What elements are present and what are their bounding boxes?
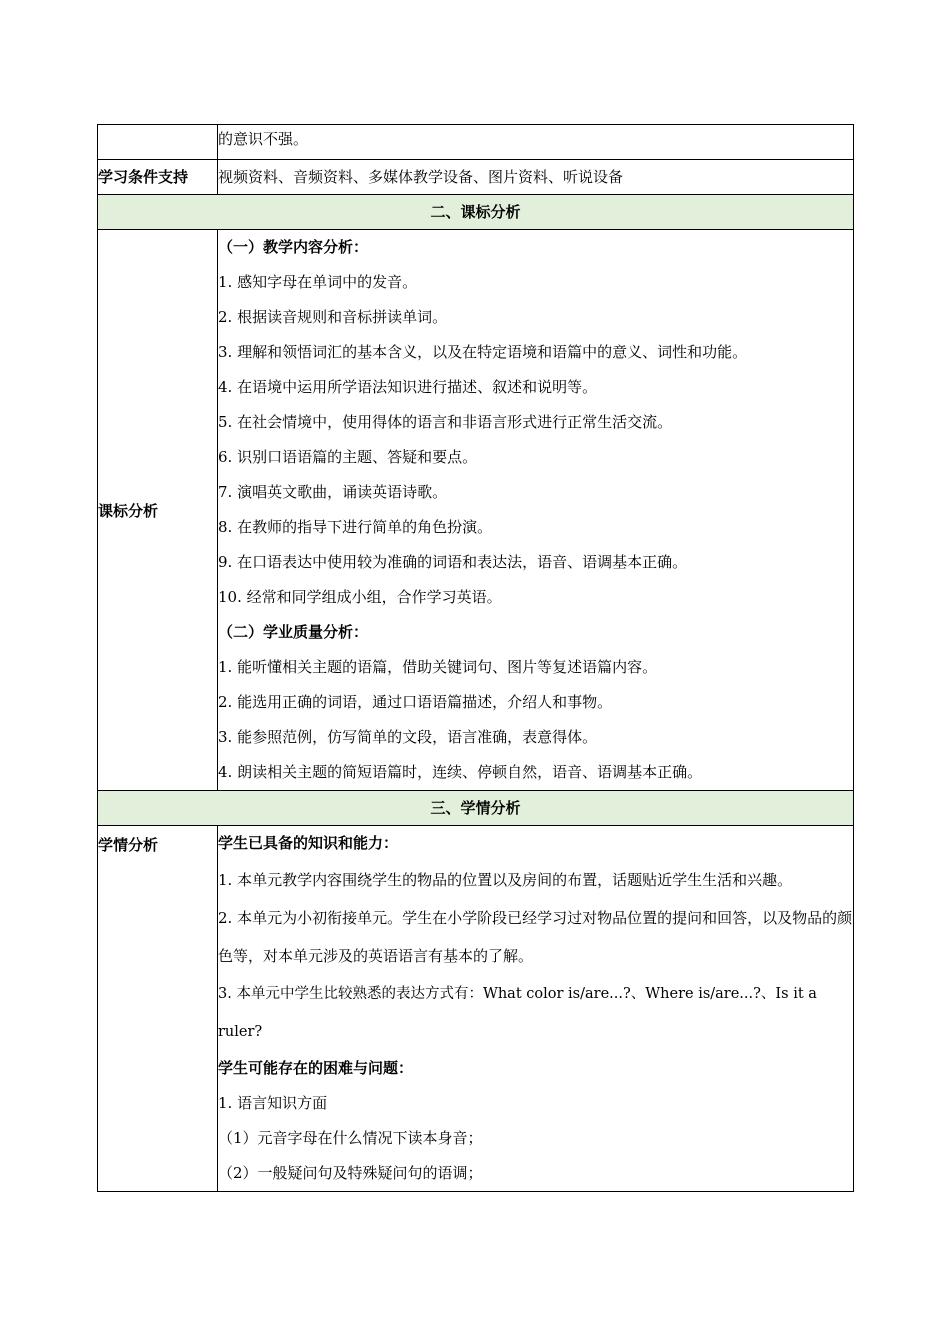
section2-row xyxy=(98,195,854,230)
curriculum-item: 8. 在教师的指导下进行简单的角色扮演。 xyxy=(218,518,493,536)
curriculum-heading-1: （一）教学内容分析： xyxy=(218,238,369,256)
conditions-row xyxy=(98,160,854,195)
section3-row xyxy=(98,791,854,826)
curriculum-item: 2. 根据读音规则和音标拼读单词。 xyxy=(218,308,448,326)
curriculum-item: 5. 在社会情境中，使用得体的语言和非语言形式进行正常生活交流。 xyxy=(218,413,673,431)
curriculum-content xyxy=(218,230,854,791)
difficulty-item: （1）元音字母在什么情况下读本身音； xyxy=(218,1129,483,1147)
quality-item: 1. 能听懂相关主题的语篇，借助关键词句、图片等复述语篇内容。 xyxy=(218,658,658,676)
conditions-text: 视频资料、音频资料、多媒体教学设备、图片资料、听说设备 xyxy=(218,160,854,195)
students-paragraph: 3. 本单元中学生比较熟悉的表达方式有：What color is/are...?、Where is/are...?、Is it a ruler? xyxy=(218,986,817,1040)
students-paragraph: 2. 本单元为小初衔接单元。学生在小学阶段已经学习过对物品位置的提问和回答，以及物品的颜色等，对本单元涉及的英语语言有基本的了解。 xyxy=(218,909,853,965)
quality-item: 3. 能参照范例，仿写简单的文段，语言准确，表意得体。 xyxy=(218,728,598,746)
quality-item: 2. 能选用正确的词语，通过口语语篇描述，介绍人和事物。 xyxy=(218,693,613,711)
continuation-label xyxy=(98,125,218,160)
lesson-plan-table xyxy=(97,124,854,1192)
continuation-row xyxy=(98,125,854,160)
curriculum-label: 课标分析 xyxy=(98,230,218,791)
students-label-text: 学情分析 xyxy=(98,836,159,854)
curriculum-item: 4. 在语境中运用所学语法知识进行描述、叙述和说明等。 xyxy=(218,378,598,396)
curriculum-item: 10. 经常和同学组成小组，合作学习英语。 xyxy=(218,588,502,606)
curriculum-item: 7. 演唱英文歌曲，诵读英语诗歌。 xyxy=(218,483,448,501)
students-label xyxy=(98,826,218,1192)
curriculum-heading-2: （二）学业质量分析： xyxy=(218,623,369,641)
curriculum-item: 9. 在口语表达中使用较为准确的词语和表达法，语音、语调基本正确。 xyxy=(218,553,688,571)
conditions-label: 学习条件支持 xyxy=(98,160,218,195)
curriculum-item: 3. 理解和领悟词汇的基本含义，以及在特定语境和语篇中的意义、词性和功能。 xyxy=(218,343,748,361)
curriculum-row xyxy=(98,230,854,791)
section2-title: 二、课标分析 xyxy=(98,195,854,230)
continuation-text: 的意识不强。 xyxy=(218,125,854,160)
difficulty-item: 1. 语言知识方面 xyxy=(218,1094,328,1112)
students-heading-2: 学生可能存在的困难与问题： xyxy=(218,1059,414,1077)
students-heading-1: 学生已具备的知识和能力： xyxy=(218,834,399,852)
quality-item: 4. 朗读相关主题的简短语篇时，连续、停顿自然，语音、语调基本正确。 xyxy=(218,763,703,781)
difficulty-item: （2）一般疑问句及特殊疑问句的语调； xyxy=(218,1164,483,1182)
curriculum-item: 6. 识别口语语篇的主题、答疑和要点。 xyxy=(218,448,478,466)
students-paragraph: 1. 本单元教学内容围绕学生的物品的位置以及房间的布置，话题贴近学生生活和兴趣。 xyxy=(218,871,793,889)
students-row xyxy=(98,826,854,1192)
curriculum-item: 1. 感知字母在单词中的发音。 xyxy=(218,273,418,291)
section3-title: 三、学情分析 xyxy=(98,791,854,826)
students-content xyxy=(218,826,854,1192)
